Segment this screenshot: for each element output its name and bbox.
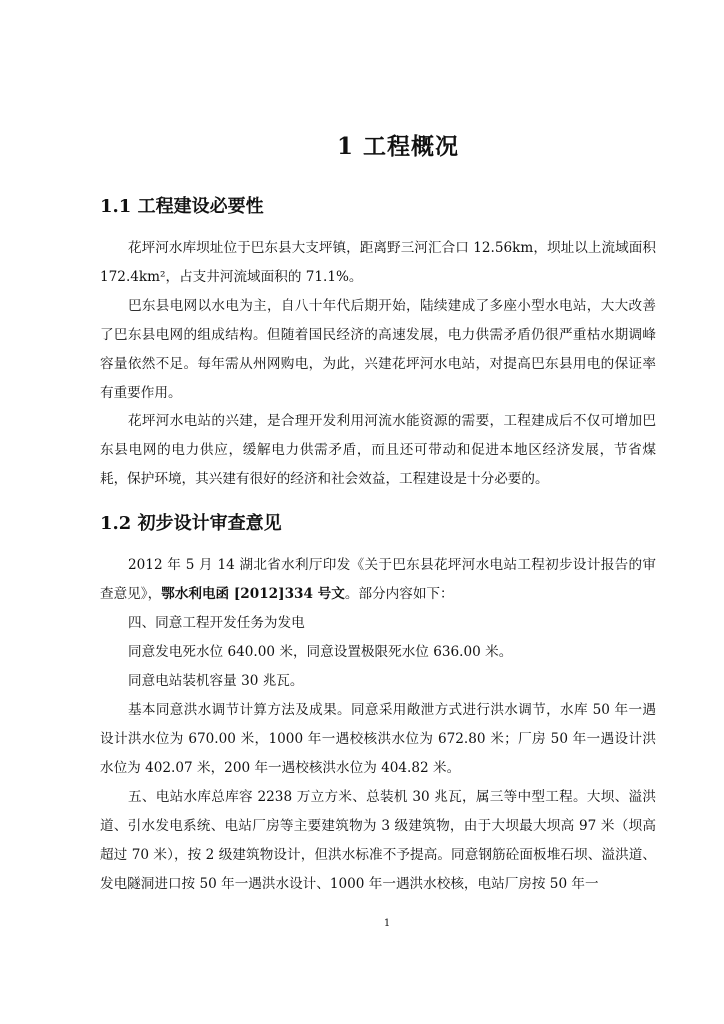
paragraph: 基本同意洪水调节计算方法及成果。同意采用敞泄方式进行洪水调节，水库 50 年一遇设计洪水位为 670.00 米，1000 年一遇校核洪水位为 672.80 米；厂房 50 年一遇设计洪水位为 402.07 米，200 年一遇校核洪水位为 404.82 米。 [100, 702, 656, 776]
paragraph: 四、同意工程开发任务为发电 [128, 615, 305, 631]
paragraph: 花坪河水电站的兴建，是合理开发利用河流水能资源的需要，工程建成后不仅可增加巴东县电网的电力供应，缓解电力供需矛盾，而且还可带动和促进本地区经济发展，节省煤耗，保护环境，其兴建有很好的经济和社会效益，工程建设是十分必要的。 [100, 413, 656, 487]
paragraph: 巴东县电网以水电为主，自八十年代后期开始，陆续建成了多座小型水电站，大大改善了巴东县电网的组成结构。但随着国民经济的高速发展，电力供需矛盾仍很严重枯水期调峰容量依然不足。每年需从州网购电，为此，兴建花坪河水电站，对提高巴东县用电的保证率有重要作用。 [100, 298, 656, 401]
page-number: 1 [383, 918, 391, 929]
paragraph-review-intro [100, 551, 656, 609]
paragraph: 五、电站水库总库容 2238 万立方米、总装机 30 兆瓦，属三等中型工程。大坝、溢洪道、引水发电系统、电站厂房等主要建筑物为 3 级建筑物，由于大坝最大坝高 97 米（坝高超过 70 米），按 2 级建筑物设计，但洪水标准不予提高。同意钢筋砼面板堆石坝、溢洪道、发电隧洞进口按 50 年一遇洪水设计、1000 年一遇洪水校核，电站厂房按 50 年一 [100, 789, 656, 892]
intro-text: 2012 年 5 月 14 湖北省水利厅印发《关于巴东县花坪河水电站工程初步设计报告的审查意见》， [100, 557, 656, 602]
paragraph: 同意电站装机容量 30 兆瓦。 [128, 673, 304, 689]
chapter-title: 1 工程概况 [336, 133, 459, 160]
section-heading-1-2: 1.2 初步设计审查意见 [100, 513, 282, 534]
document-number: 鄂水利电函 [2012]334 号文 [161, 586, 345, 602]
paragraph: 花坪河水库坝址位于巴东县大支坪镇，距离野三河汇合口 12.56km，坝址以上流域面积 172.4km²，占支井河流域面积的 71.1%。 [100, 240, 656, 285]
intro-text-end: 。部分内容如下： [344, 586, 454, 602]
section-heading-1-1: 1.1 工程建设必要性 [100, 196, 264, 217]
paragraph: 同意发电死水位 640.00 米，同意设置极限死水位 636.00 米。 [128, 644, 513, 660]
